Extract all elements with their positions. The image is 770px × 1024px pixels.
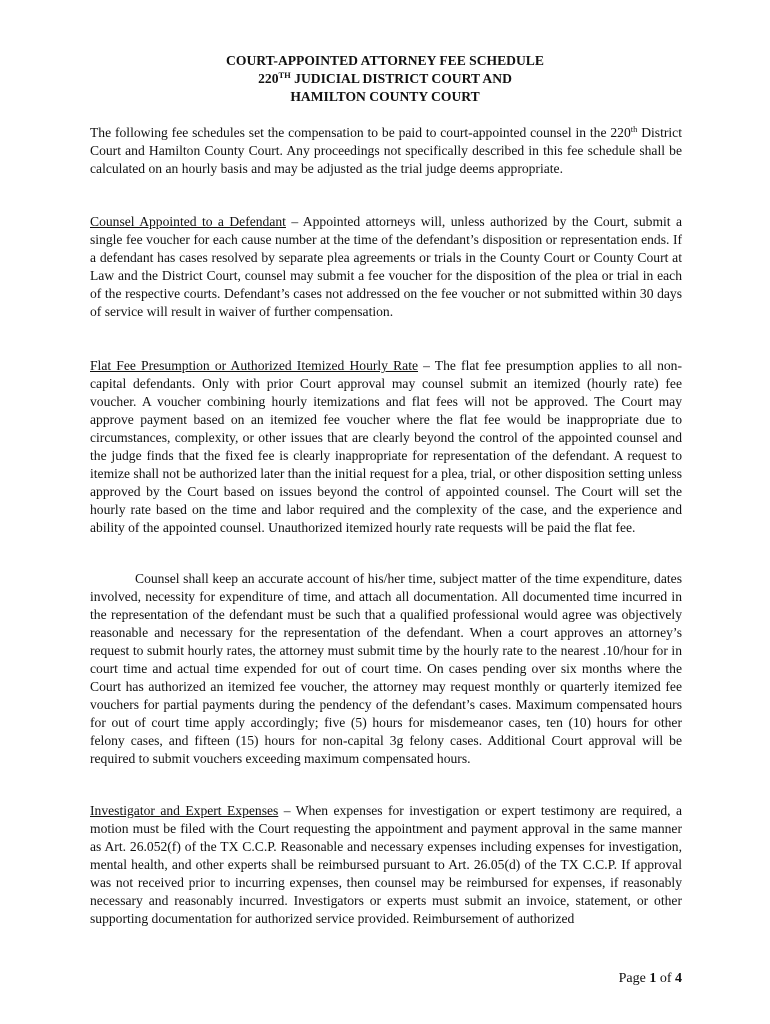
intro-text-end: District Court and Hamilton County Court. Any proceedings not specifically described in this fee schedule shall be calculated on an hourly basis and may be adjusted as the trial judge deems appropriate. <box>90 125 682 176</box>
page-total: 4 <box>675 971 682 986</box>
title-line-3: HAMILTON COUNTY COURT <box>290 89 480 104</box>
intro-paragraph <box>90 124 682 178</box>
flat-fee-text: – The flat fee presumption applies to all non-capital defendants. Only with prior Court approval may counsel submit an itemized (hourly rate) fee voucher. A voucher combining hourly itemizations and flat fees will not be approved. The Court may approve payment based on an itemized fee voucher where the flat fee would be inappropriate due to circumstances, complexity, or other issues that are clearly beyond the control of the appointed counsel and the judge finds that the fixed fee is clearly inappropriate for representation of the defendant. A request to itemize shall not be authorized later than the initial request for a plea, trial, or other disposition setting unless approved by the Court based on issues beyond the control of appointed counsel. The Court will set the hourly rate based on the time and labor required and the complexity of the case, and the experience and ability of the appointed counsel. Unauthorized itemized hourly rate requests will be paid the flat fee. <box>90 358 682 535</box>
time-records-paragraph: Counsel shall keep an accurate account of his/her time, subject matter of the time expenditure, dates involved, necessity for expenditure of time, and attach all documentation. All documented time incurred in the representation of the defendant must be such that a qualified professional would agree was objectively reasonable and necessary for the representation of the defendant. When a court approves an attorney’s request to submit hourly rates, the attorney must submit time by the hourly rate to the nearest .10/hour for in court time and actual time expended for out of court time. On cases pending over six months where the Court has authorized an itemized fee voucher, the attorney may request monthly or quarterly itemized fee vouchers for partial payments during the pendency of the defendant’s cases. Maximum compensated hours for out of court time apply accordingly; five (5) hours for misdemeanor cases, ten (10) hours for other felony cases, and fifteen (15) hours for non-capital 3g felony cases. Additional Court approval will be required to submit vouchers exceeding maximum compensated hours. <box>90 571 682 766</box>
title-court-number: 220 <box>258 71 279 86</box>
page-number-footer <box>560 970 682 988</box>
page-of-label: of <box>656 971 675 986</box>
title-line-1: COURT-APPOINTED ATTORNEY FEE SCHEDULE <box>226 53 544 68</box>
counsel-appointed-heading: Counsel Appointed to a Defendant <box>90 214 286 229</box>
document-title <box>0 52 770 106</box>
flat-fee-heading: Flat Fee Presumption or Authorized Itemized Hourly Rate <box>90 358 419 373</box>
title-line-2-rest: JUDICIAL DISTRICT COURT AND <box>290 71 512 86</box>
intro-ordinal-suffix: th <box>630 124 638 134</box>
investigator-expenses-paragraph <box>90 802 682 928</box>
flat-fee-paragraph <box>90 357 682 537</box>
investigator-expenses-heading: Investigator and Expert Expenses <box>90 803 279 818</box>
page-label: Page <box>618 971 650 986</box>
title-ordinal-suffix: TH <box>278 70 291 80</box>
title-line-2 <box>0 70 770 88</box>
intro-text-start: The following fee schedules set the compensation to be paid to court-appointed counsel in the 220 <box>90 125 631 140</box>
counsel-appointed-paragraph <box>90 213 682 321</box>
page-number: 1 <box>649 971 657 986</box>
investigator-expenses-text: – When expenses for investigation or expert testimony are required, a motion must be filed with the Court requesting the appointment and payment approval in the same manner as Art. 26.052(f) of the TX C.C.P. Reasonable and necessary expenses including expenses for investigation, mental health, and other experts shall be reimbursed pursuant to Art. 26.05(d) of the TX C.C.P. If approval was not received prior to incurring expenses, then counsel may be reimbursed for expenses, if reasonably necessary and reasonably incurred. Investigators or experts must submit an invoice, statement, or other supporting documentation for authorized service provided. Reimbursement of authorized <box>90 803 682 926</box>
counsel-appointed-text: – Appointed attorneys will, unless authorized by the Court, submit a single fee voucher for each cause number at the time of the defendant’s disposition or representation ends. If a defendant has cases resolved by separate plea agreements or trials in the County Court or County Court at Law and the District Court, counsel may submit a fee voucher for the disposition of the plea or trial in each of the respective courts. Defendant’s cases not addressed on the fee voucher or not submitted within 30 days of service will result in waiver of further compensation. <box>90 214 682 319</box>
